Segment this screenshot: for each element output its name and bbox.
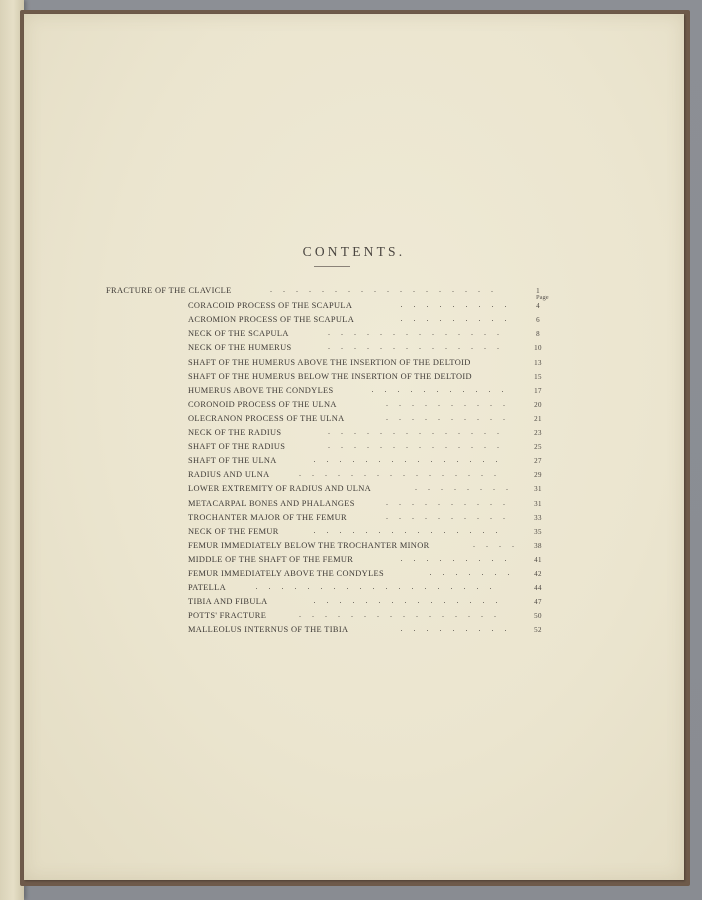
toc-page-number: 52: [534, 626, 542, 635]
dot-leader: ..............: [328, 441, 510, 451]
toc-page-number: 42: [534, 570, 542, 578]
dot-leader: .........: [400, 553, 518, 563]
toc-entry-title: TIBIA AND FIBULA: [188, 597, 268, 607]
toc-page-number: 15: [534, 372, 542, 381]
toc-entry: [188, 625, 547, 639]
dot-leader: ...............: [313, 525, 509, 535]
dot-leader: .........: [400, 300, 518, 310]
dot-leader: ................: [299, 469, 507, 479]
toc-entry-title: NECK OF THE SCAPULA: [188, 329, 289, 339]
dot-leader: .........: [400, 314, 518, 324]
dot-leader: .......: [429, 568, 521, 577]
toc-entry: [188, 414, 547, 428]
toc-page-number: 10: [534, 344, 542, 353]
toc-entry: [188, 499, 547, 513]
page-title: CONTENTS.: [302, 244, 406, 259]
dot-leader: ..............: [328, 342, 510, 352]
dot-leader: ..............: [328, 328, 510, 338]
toc-entry: [188, 428, 547, 442]
toc-page-number: 4: [536, 302, 540, 311]
dot-leader: ....: [473, 539, 525, 549]
toc-page-number: 21: [534, 414, 542, 423]
toc-entry-title: CORACOID PROCESS OF THE SCAPULA: [188, 301, 353, 311]
toc-entry: [188, 315, 547, 329]
toc-entry-title: ACROMION PROCESS OF THE SCAPULA: [188, 315, 355, 325]
toc-page-number: 44: [534, 584, 542, 593]
toc-entry-title: POTTS' FRACTURE: [188, 611, 267, 621]
toc-entry-title: MIDDLE OF THE SHAFT OF THE FEMUR: [188, 554, 354, 564]
toc-entry-title: SHAFT OF THE HUMERUS ABOVE THE INSERTION OF THE DELTOID: [188, 357, 471, 367]
dot-leader: ..........: [386, 398, 516, 408]
toc-entry: [188, 597, 547, 611]
dot-leader: ................: [299, 610, 507, 620]
dot-leader: ...................: [255, 582, 503, 592]
toc-entry: [188, 400, 547, 414]
toc-page-number: 17: [534, 386, 542, 395]
toc-entry: [188, 541, 547, 555]
toc-entry-title: FEMUR IMMEDIATELY ABOVE THE CONDYLES: [188, 569, 385, 578]
dot-leader: ...........: [371, 384, 515, 394]
toc-entry: [188, 386, 547, 400]
toc-page-number: 23: [534, 429, 542, 437]
dot-leader: ........: [415, 483, 519, 493]
toc-entry: [188, 358, 547, 372]
toc-page-number: 35: [534, 527, 542, 536]
toc-entry-title: HUMERUS ABOVE THE CONDYLES: [188, 385, 334, 395]
toc-entry: [106, 286, 547, 300]
toc-entry-title: OLECRANON PROCESS OF THE ULNA: [188, 413, 345, 423]
toc-entry-title: MALLEOLUS INTERNUS OF THE TIBIA: [188, 625, 349, 635]
dot-leader: ..........: [386, 511, 516, 521]
dot-leader: ..............: [328, 427, 510, 436]
dot-leader: ..........: [386, 412, 516, 422]
toc-entry-title: RADIUS AND ULNA: [188, 470, 270, 480]
toc-page-number: 13: [534, 358, 542, 367]
toc-entry-title: SHAFT OF THE ULNA: [188, 456, 277, 466]
toc-entry-title: SHAFT OF THE RADIUS: [188, 442, 286, 452]
toc-page-number: 47: [534, 598, 542, 607]
toc-entry: [188, 569, 547, 583]
toc-page-number: 20: [534, 400, 542, 409]
toc-entry: [188, 555, 547, 569]
toc-page-number: 8: [536, 330, 540, 339]
toc-entry: [188, 343, 547, 357]
contents-page: [24, 14, 684, 880]
toc-entry: [188, 527, 547, 541]
toc-entry: [188, 513, 547, 527]
toc-page-number: 27: [534, 457, 542, 466]
toc-entry-title: SHAFT OF THE HUMERUS BELOW THE INSERTION OF THE DELTOID: [188, 371, 472, 381]
toc-page-number: 31: [534, 499, 542, 508]
contents-list: [24, 14, 684, 880]
toc-page-number: 50: [534, 612, 542, 621]
toc-entry: [188, 442, 547, 456]
toc-page-number: 31: [534, 485, 542, 494]
toc-entry-title: FEMUR IMMEDIATELY BELOW THE TROCHANTER MINOR: [188, 540, 430, 550]
toc-page-number: 25: [534, 443, 542, 452]
page-column-heading: Page: [536, 294, 549, 301]
dot-leader: ..................: [270, 285, 504, 294]
toc-entry: [188, 329, 547, 343]
toc-entry: [188, 372, 547, 386]
toc-entry: [188, 611, 547, 625]
toc-entry: [188, 301, 547, 315]
toc-entry-title: TROCHANTER MAJOR OF THE FEMUR: [188, 512, 347, 522]
toc-entry-title: NECK OF THE HUMERUS: [188, 343, 292, 353]
dot-leader: .........: [400, 624, 518, 634]
toc-entry: [188, 583, 547, 597]
dot-leader: ..........: [386, 497, 516, 507]
toc-page-number: 33: [534, 513, 542, 522]
toc-entry: [188, 456, 547, 470]
toc-page-number: 38: [534, 541, 542, 550]
toc-entry-title: CORONOID PROCESS OF THE ULNA: [188, 399, 337, 409]
toc-page-number: 41: [534, 555, 542, 564]
toc-page-number: 29: [534, 471, 542, 480]
toc-entry-title: NECK OF THE RADIUS: [188, 428, 282, 437]
toc-entry-title: FRACTURE OF THE CLAVICLE: [106, 286, 232, 295]
toc-page-number: 1: [536, 287, 540, 295]
toc-entry-title: LOWER EXTREMITY OF RADIUS AND ULNA: [188, 484, 372, 494]
toc-entry: [188, 484, 547, 498]
toc-entry-title: NECK OF THE FEMUR: [188, 526, 279, 536]
dot-leader: ...............: [313, 596, 509, 606]
dot-leader: ...............: [313, 455, 509, 465]
toc-page-number: 6: [536, 316, 540, 325]
toc-entry-title: METACARPAL BONES AND PHALANGES: [188, 498, 355, 508]
toc-entry: [188, 470, 547, 484]
toc-entry-title: PATELLA: [188, 583, 226, 593]
